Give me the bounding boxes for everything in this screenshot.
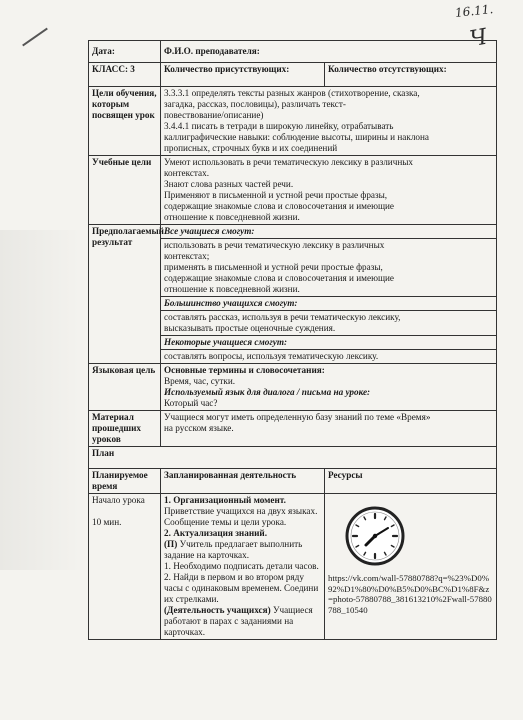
language-text xyxy=(161,364,497,411)
outcomes-most-line: высказывать простые оценочные суждения. xyxy=(164,323,336,333)
outcomes-all-heading-row xyxy=(89,225,497,239)
lesson-goals-line: контекстах. xyxy=(164,168,210,178)
lesson-goals-line: Применяют в письменной и устной речи простые фразы, xyxy=(164,190,388,200)
date-label: Дата: xyxy=(89,41,161,63)
outcomes-most-text xyxy=(161,311,497,336)
language-dialog-heading: Используемый язык для диалога / письма на уроке: xyxy=(164,387,371,397)
activity-line xyxy=(164,539,321,550)
stage-activity xyxy=(161,494,325,640)
lesson-goals-line: содержащие знакомые слова и словосочетания и имеющие xyxy=(164,201,395,211)
lesson-goals-label: Учебные цели xyxy=(89,156,161,225)
handwritten-date: 16.11. xyxy=(454,2,494,20)
prior-label: Материал прошедших уроков xyxy=(89,411,161,447)
stage-time xyxy=(89,494,161,640)
prior-line: Учащиеся могут иметь определенную базу знаний по теме «Время» xyxy=(164,412,431,422)
activity-line: часы с одинаковым временем. Соедини xyxy=(164,583,319,593)
language-row xyxy=(89,364,497,411)
outcomes-all-line: содержащие знакомые слова и словосочетания и имеющие xyxy=(164,273,395,283)
prior-row xyxy=(89,411,497,447)
activity-line: их стрелками. xyxy=(164,594,219,604)
class-label: КЛАСС: 3 xyxy=(89,63,161,87)
goals-line: каллиграфические навыки: соблюдение высоты, ширины и наклона xyxy=(164,132,430,142)
plan-stage-row xyxy=(89,494,497,640)
prior-text xyxy=(161,411,497,447)
outcomes-label: Предполагаемый результат xyxy=(89,225,161,364)
language-terms: Время, час, сутки. xyxy=(164,376,236,386)
goals-label: Цели обучения, которым посвящен урок xyxy=(89,87,161,156)
absent-label: Количество отсутствующих: xyxy=(325,63,497,87)
goals-line: 3.3.3.1 определять тексты разных жанров (стихотворение, сказка, xyxy=(164,88,420,98)
lesson-goals-row xyxy=(89,156,497,225)
plan-title: План xyxy=(89,447,497,469)
activity-line: работают в парах с заданиями на xyxy=(164,616,294,626)
language-terms-heading: Основные термины и словосочетания: xyxy=(164,365,325,375)
activity-line: 2. Найди в первом и во втором ряду xyxy=(164,572,304,582)
col-resources-header: Ресурсы xyxy=(325,469,497,494)
outcomes-most-heading: Большинство учащихся смогут: xyxy=(161,297,497,311)
pen-mark xyxy=(22,28,48,47)
outcomes-all-line: контекстах; xyxy=(164,251,210,261)
outcomes-some-line: составлять вопросы, используя тематическую лексику. xyxy=(164,351,379,361)
plan-title-row xyxy=(89,447,497,469)
prior-line: на русском языке. xyxy=(164,423,234,433)
activity-line: 1. Необходимо подписать детали часов. xyxy=(164,561,319,571)
handwritten-signature: Ч xyxy=(467,24,490,53)
goals-text xyxy=(161,87,497,156)
goals-line: 3.4.4.1 писать в тетради в широкую линейку, отрабатывать xyxy=(164,121,394,131)
activity-line: карточках. xyxy=(164,627,206,637)
lesson-plan-table xyxy=(88,40,497,640)
language-label: Языковая цель xyxy=(89,364,161,411)
activity-tag-p: (П) xyxy=(164,539,178,549)
outcomes-some-heading: Некоторые учащиеся смогут: xyxy=(161,336,497,350)
activity-line: Сообщение темы и цели урока. xyxy=(164,517,287,527)
lesson-goals-text xyxy=(161,156,497,225)
activity-heading-2: 2. Актуализация знаний. xyxy=(164,528,268,538)
resource-link[interactable]: https://vk.com/wall-57880788?q=%23%D0%92%D1%80%D0%B5%D0%BC%D1%8F&z=photo-57880788_381613210%2Fwall-57880788_10540 xyxy=(328,573,492,615)
goals-line: повествование/описание) xyxy=(164,110,264,120)
activity-line: Приветствие учащихся на двух языках. xyxy=(164,506,318,516)
activity-line: задание на карточках. xyxy=(164,550,249,560)
stage-time-line: 10 мин. xyxy=(92,517,122,527)
activity-line-text: Учащиеся xyxy=(270,605,313,615)
class-row xyxy=(89,63,497,87)
outcomes-all-line: отношение к повседневной жизни. xyxy=(164,284,300,294)
col-activity-header: Запланированная деятельность xyxy=(161,469,325,494)
present-label: Количество присутствующих: xyxy=(161,63,325,87)
goals-row xyxy=(89,87,497,156)
lesson-goals-line: Умеют использовать в речи тематическую лексику в различных xyxy=(164,157,414,167)
teacher-label: Ф.И.О. преподавателя: xyxy=(161,41,497,63)
scan-shadow xyxy=(0,230,88,570)
activity-line-text: Учитель предлагает выполнить xyxy=(177,539,303,549)
outcomes-all-heading: Все учащиеся смогут: xyxy=(161,225,497,239)
stage-time-line: Начало урока xyxy=(92,495,145,505)
outcomes-all-line: использовать в речи тематическую лексику в различных xyxy=(164,240,385,250)
language-dialog: Который час? xyxy=(164,398,218,408)
activity-line xyxy=(164,605,321,616)
lesson-goals-line: отношение к повседневной жизни. xyxy=(164,212,300,222)
outcomes-some-text xyxy=(161,350,497,364)
goals-line: загадка, рассказ, пословицы), различать текст- xyxy=(164,99,346,109)
activity-heading-1: 1. Организационный момент. xyxy=(164,495,286,505)
plan-header-row xyxy=(89,469,497,494)
clock-icon xyxy=(344,505,406,567)
outcomes-most-line: составлять рассказ, используя в речи тематическую лексику, xyxy=(164,312,401,322)
col-time-header: Планируемое время xyxy=(89,469,161,494)
activity-tag-students: (Деятельность учащихся) xyxy=(164,605,271,615)
date-row xyxy=(89,41,497,63)
lesson-goals-line: Знают слова разных частей речи. xyxy=(164,179,294,189)
outcomes-all-text xyxy=(161,239,497,297)
goals-line: прописных, строчных букв и их соединений xyxy=(164,143,338,153)
outcomes-all-line: применять в письменной и устной речи простые фразы, xyxy=(164,262,383,272)
stage-resources xyxy=(325,494,497,640)
